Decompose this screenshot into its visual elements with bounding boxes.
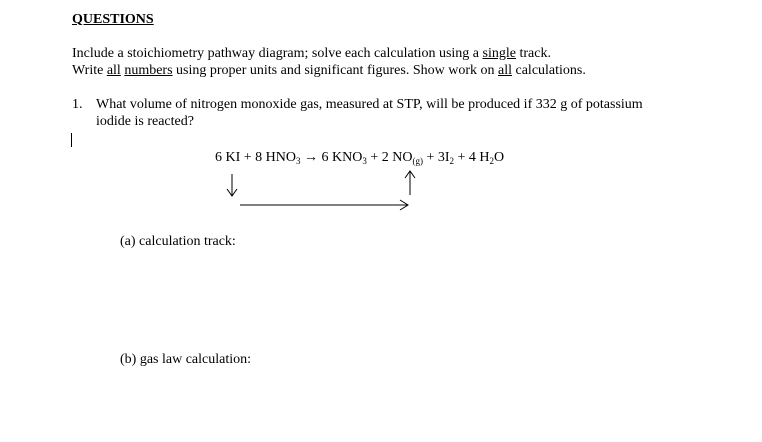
arrow-right-icon (240, 200, 408, 210)
instruction-emphasis-all: all (498, 63, 512, 78)
instruction-emphasis-single: single (482, 46, 516, 61)
part-a-label: (a) calculation track: (120, 234, 236, 249)
instruction-text: calculations. (512, 63, 586, 78)
equation-part: → 6 KNO (300, 150, 363, 165)
instruction-text: Write (72, 63, 107, 78)
question-number: 1. (72, 97, 83, 112)
equation-subscript: 2 (449, 156, 455, 166)
equation-part: 6 KI + 8 HNO (215, 150, 296, 165)
equation-part: + 2 NO (366, 150, 413, 165)
instruction-text: Include a stoichiometry pathway diagram; solve each calculation using a (72, 46, 483, 61)
question-text-line-2: iodide is reacted? (96, 114, 194, 129)
equation-part: O (494, 150, 505, 165)
equation-subscript: 3 (362, 156, 367, 166)
equation-subscript: 3 (296, 156, 301, 166)
arrow-down-icon (227, 174, 237, 196)
equation-part: + 3I (422, 150, 450, 165)
page-heading: QUESTIONS (72, 12, 154, 27)
question-text-line-1: What volume of nitrogen monoxide gas, measured at STP, will be produced if 332 g of potassium (96, 97, 643, 112)
equation-part: + 4 H (454, 150, 490, 165)
arrow-up-icon (405, 171, 415, 195)
instruction-text: using proper units and significant figures. Show work on (172, 63, 498, 78)
instruction-emphasis-numbers: numbers (124, 63, 173, 78)
instruction-emphasis-all: all (106, 63, 121, 78)
instruction-text: track. (515, 46, 551, 61)
equation-subscript: (g) (412, 156, 423, 166)
part-b-label: (b) gas law calculation: (120, 352, 252, 367)
equation-subscript: 2 (489, 156, 495, 166)
